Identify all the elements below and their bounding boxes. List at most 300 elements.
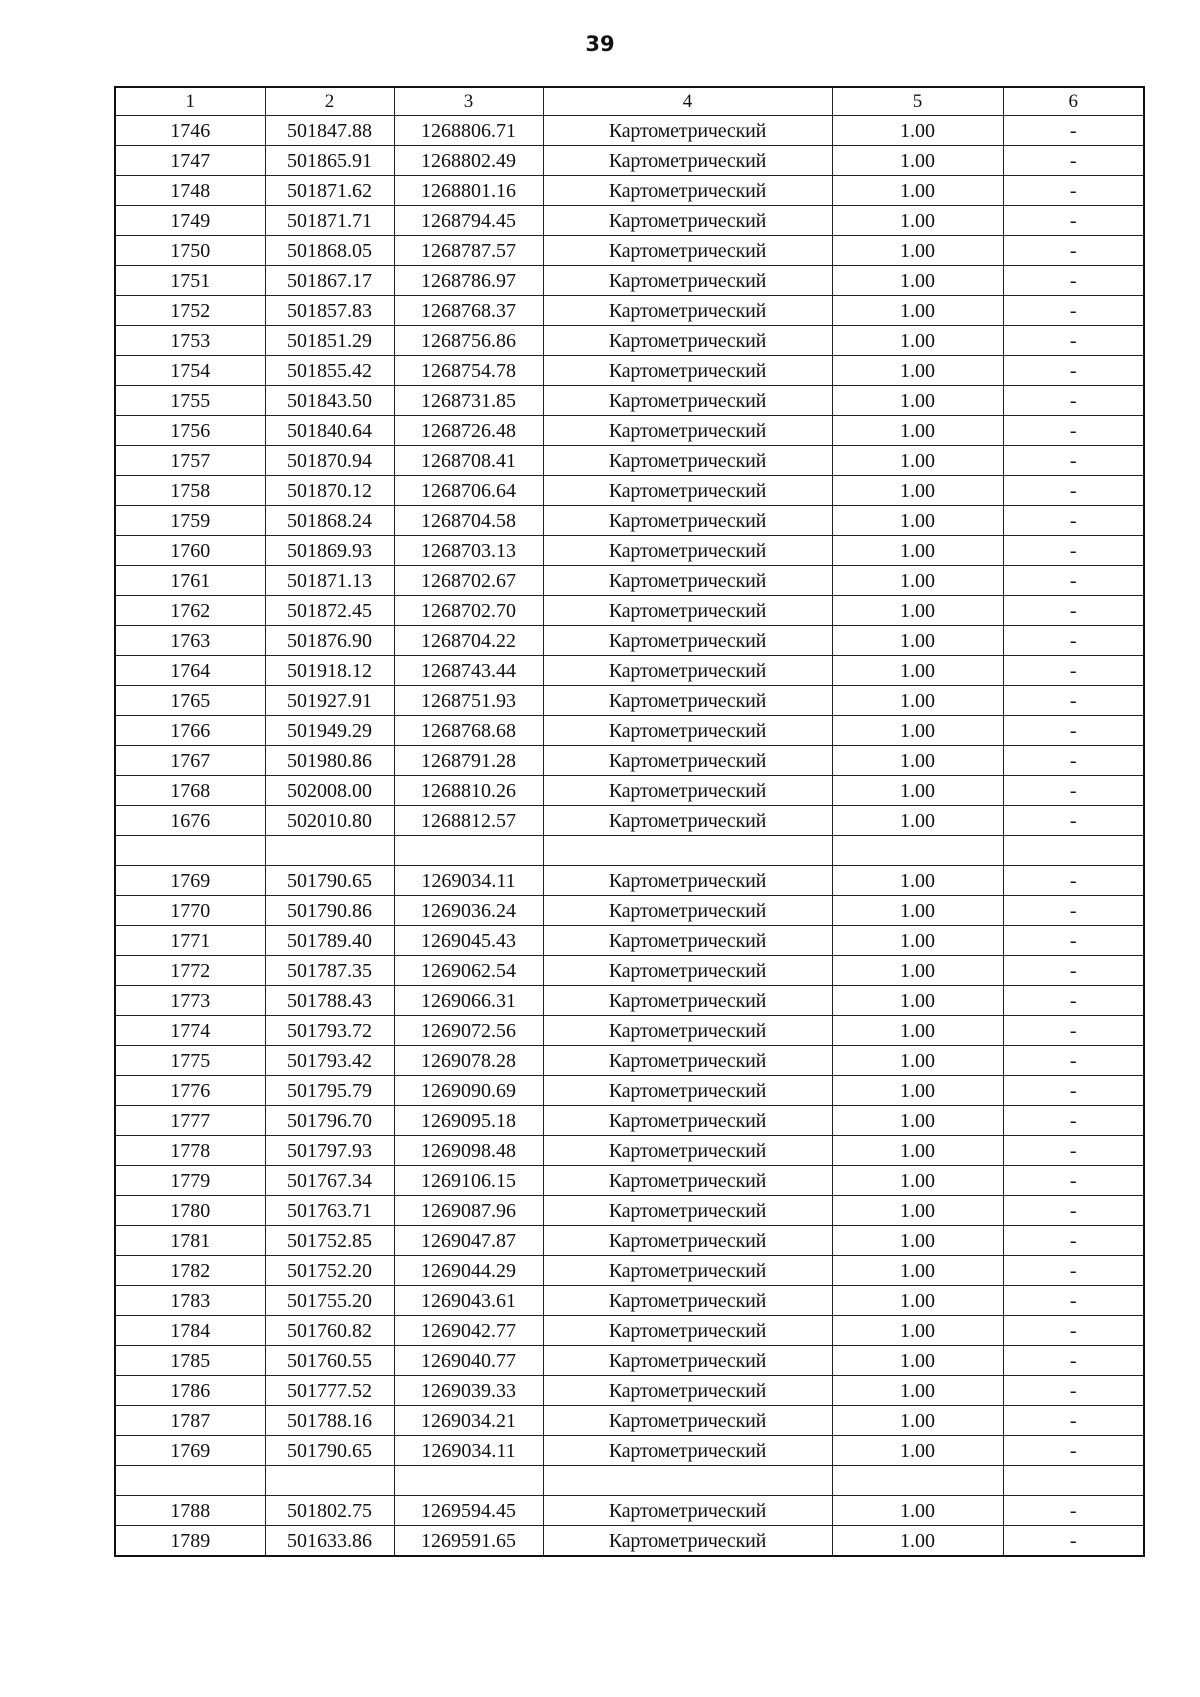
table-row	[115, 986, 1144, 1016]
table-row	[115, 656, 1144, 686]
table-row	[115, 896, 1144, 926]
description-cell	[1003, 836, 1144, 866]
x-coordinate-cell: 501793.72	[265, 1016, 394, 1046]
x-coordinate-cell: 501868.05	[265, 236, 394, 266]
table-row	[115, 686, 1144, 716]
x-coordinate-cell: 501795.79	[265, 1076, 394, 1106]
table-row	[115, 536, 1144, 566]
y-coordinate-cell: 1269098.48	[394, 1136, 543, 1166]
description-cell: -	[1003, 926, 1144, 956]
precision-cell: 1.00	[832, 236, 1003, 266]
description-cell: -	[1003, 566, 1144, 596]
method-cell: Картометрический	[543, 1016, 832, 1046]
method-cell: Картометрический	[543, 1046, 832, 1076]
point-number-cell: 1761	[115, 566, 265, 596]
precision-cell: 1.00	[832, 176, 1003, 206]
method-cell: Картометрический	[543, 1286, 832, 1316]
method-cell: Картометрический	[543, 356, 832, 386]
method-cell: Картометрический	[543, 386, 832, 416]
precision-cell: 1.00	[832, 926, 1003, 956]
method-cell: Картометрический	[543, 896, 832, 926]
precision-cell: 1.00	[832, 1526, 1003, 1557]
table-row	[115, 1436, 1144, 1466]
description-cell: -	[1003, 1076, 1144, 1106]
x-coordinate-cell: 501868.24	[265, 506, 394, 536]
point-number-cell: 1760	[115, 536, 265, 566]
column-header: 3	[394, 87, 543, 116]
precision-cell: 1.00	[832, 446, 1003, 476]
method-cell: Картометрический	[543, 206, 832, 236]
method-cell: Картометрический	[543, 116, 832, 146]
precision-cell: 1.00	[832, 326, 1003, 356]
y-coordinate-cell: 1269034.11	[394, 1436, 543, 1466]
x-coordinate-cell: 501857.83	[265, 296, 394, 326]
table-row	[115, 806, 1144, 836]
x-coordinate-cell: 501760.82	[265, 1316, 394, 1346]
table-row	[115, 596, 1144, 626]
precision-cell: 1.00	[832, 416, 1003, 446]
table-row	[115, 836, 1144, 866]
x-coordinate-cell: 501869.93	[265, 536, 394, 566]
description-cell: -	[1003, 1136, 1144, 1166]
method-cell: Картометрический	[543, 1376, 832, 1406]
precision-cell: 1.00	[832, 116, 1003, 146]
y-coordinate-cell: 1268751.93	[394, 686, 543, 716]
description-cell: -	[1003, 746, 1144, 776]
coordinates-table	[114, 86, 1145, 1557]
precision-cell: 1.00	[832, 746, 1003, 776]
x-coordinate-cell: 501872.45	[265, 596, 394, 626]
table-row	[115, 1016, 1144, 1046]
point-number-cell: 1772	[115, 956, 265, 986]
precision-cell: 1.00	[832, 776, 1003, 806]
x-coordinate-cell: 501855.42	[265, 356, 394, 386]
x-coordinate-cell: 501871.71	[265, 206, 394, 236]
description-cell: -	[1003, 326, 1144, 356]
y-coordinate-cell: 1269047.87	[394, 1226, 543, 1256]
table-row	[115, 266, 1144, 296]
y-coordinate-cell: 1269078.28	[394, 1046, 543, 1076]
x-coordinate-cell: 501870.12	[265, 476, 394, 506]
precision-cell: 1.00	[832, 806, 1003, 836]
precision-cell: 1.00	[832, 1376, 1003, 1406]
table-row	[115, 236, 1144, 266]
precision-cell: 1.00	[832, 146, 1003, 176]
y-coordinate-cell: 1269591.65	[394, 1526, 543, 1557]
precision-cell: 1.00	[832, 1136, 1003, 1166]
x-coordinate-cell: 501865.91	[265, 146, 394, 176]
precision-cell: 1.00	[832, 1196, 1003, 1226]
precision-cell: 1.00	[832, 596, 1003, 626]
x-coordinate-cell	[265, 836, 394, 866]
x-coordinate-cell: 501796.70	[265, 1106, 394, 1136]
y-coordinate-cell: 1268786.97	[394, 266, 543, 296]
x-coordinate-cell: 502010.80	[265, 806, 394, 836]
description-cell: -	[1003, 506, 1144, 536]
column-header: 5	[832, 87, 1003, 116]
x-coordinate-cell: 501843.50	[265, 386, 394, 416]
precision-cell: 1.00	[832, 1016, 1003, 1046]
table-row	[115, 626, 1144, 656]
description-cell: -	[1003, 806, 1144, 836]
table-row	[115, 146, 1144, 176]
y-coordinate-cell: 1268806.71	[394, 116, 543, 146]
point-number-cell: 1748	[115, 176, 265, 206]
x-coordinate-cell: 501789.40	[265, 926, 394, 956]
y-coordinate-cell: 1269034.21	[394, 1406, 543, 1436]
precision-cell: 1.00	[832, 686, 1003, 716]
method-cell: Картометрический	[543, 866, 832, 896]
y-coordinate-cell: 1268726.48	[394, 416, 543, 446]
y-coordinate-cell: 1268768.37	[394, 296, 543, 326]
x-coordinate-cell: 501876.90	[265, 626, 394, 656]
precision-cell: 1.00	[832, 656, 1003, 686]
method-cell: Картометрический	[543, 926, 832, 956]
method-cell: Картометрический	[543, 506, 832, 536]
description-cell: -	[1003, 626, 1144, 656]
point-number-cell: 1779	[115, 1166, 265, 1196]
point-number-cell: 1769	[115, 866, 265, 896]
method-cell: Картометрический	[543, 1226, 832, 1256]
table-row	[115, 1376, 1144, 1406]
y-coordinate-cell: 1268812.57	[394, 806, 543, 836]
table-row	[115, 1496, 1144, 1526]
column-header: 6	[1003, 87, 1144, 116]
y-coordinate-cell: 1268801.16	[394, 176, 543, 206]
table-row	[115, 446, 1144, 476]
y-coordinate-cell: 1268756.86	[394, 326, 543, 356]
description-cell: -	[1003, 416, 1144, 446]
method-cell: Картометрический	[543, 296, 832, 326]
method-cell: Картометрический	[543, 596, 832, 626]
description-cell: -	[1003, 896, 1144, 926]
precision-cell	[832, 1466, 1003, 1496]
y-coordinate-cell: 1269106.15	[394, 1166, 543, 1196]
method-cell: Картометрический	[543, 986, 832, 1016]
table-row	[115, 1466, 1144, 1496]
precision-cell: 1.00	[832, 536, 1003, 566]
point-number-cell: 1786	[115, 1376, 265, 1406]
description-cell: -	[1003, 1376, 1144, 1406]
y-coordinate-cell: 1268754.78	[394, 356, 543, 386]
x-coordinate-cell: 501788.43	[265, 986, 394, 1016]
point-number-cell: 1778	[115, 1136, 265, 1166]
precision-cell: 1.00	[832, 1256, 1003, 1286]
method-cell	[543, 1466, 832, 1496]
method-cell: Картометрический	[543, 1136, 832, 1166]
precision-cell	[832, 836, 1003, 866]
point-number-cell: 1782	[115, 1256, 265, 1286]
y-coordinate-cell: 1269036.24	[394, 896, 543, 926]
table-row	[115, 1406, 1144, 1436]
point-number-cell: 1770	[115, 896, 265, 926]
description-cell: -	[1003, 686, 1144, 716]
method-cell: Картометрический	[543, 566, 832, 596]
table-row	[115, 296, 1144, 326]
point-number-cell: 1783	[115, 1286, 265, 1316]
description-cell: -	[1003, 1316, 1144, 1346]
y-coordinate-cell: 1269039.33	[394, 1376, 543, 1406]
y-coordinate-cell: 1269087.96	[394, 1196, 543, 1226]
description-cell: -	[1003, 1286, 1144, 1316]
table-row	[115, 1076, 1144, 1106]
precision-cell: 1.00	[832, 1106, 1003, 1136]
point-number-cell: 1784	[115, 1316, 265, 1346]
point-number-cell: 1767	[115, 746, 265, 776]
x-coordinate-cell: 501871.62	[265, 176, 394, 206]
y-coordinate-cell	[394, 836, 543, 866]
method-cell: Картометрический	[543, 1496, 832, 1526]
y-coordinate-cell: 1268704.22	[394, 626, 543, 656]
method-cell: Картометрический	[543, 1406, 832, 1436]
y-coordinate-cell: 1268743.44	[394, 656, 543, 686]
description-cell: -	[1003, 776, 1144, 806]
column-header: 2	[265, 87, 394, 116]
y-coordinate-cell: 1268703.13	[394, 536, 543, 566]
point-number-cell: 1756	[115, 416, 265, 446]
point-number-cell: 1757	[115, 446, 265, 476]
precision-cell: 1.00	[832, 296, 1003, 326]
method-cell: Картометрический	[543, 236, 832, 266]
table-body	[115, 116, 1144, 1557]
x-coordinate-cell: 501918.12	[265, 656, 394, 686]
description-cell: -	[1003, 596, 1144, 626]
y-coordinate-cell: 1269044.29	[394, 1256, 543, 1286]
table-row	[115, 386, 1144, 416]
y-coordinate-cell: 1268702.70	[394, 596, 543, 626]
table-row	[115, 476, 1144, 506]
description-cell: -	[1003, 1496, 1144, 1526]
point-number-cell: 1753	[115, 326, 265, 356]
description-cell: -	[1003, 1406, 1144, 1436]
method-cell: Картометрический	[543, 176, 832, 206]
point-number-cell: 1787	[115, 1406, 265, 1436]
method-cell: Картометрический	[543, 656, 832, 686]
y-coordinate-cell: 1268768.68	[394, 716, 543, 746]
description-cell: -	[1003, 986, 1144, 1016]
table-row	[115, 1316, 1144, 1346]
method-cell: Картометрический	[543, 1436, 832, 1466]
table-row	[115, 1136, 1144, 1166]
table-row	[115, 1226, 1144, 1256]
point-number-cell: 1768	[115, 776, 265, 806]
x-coordinate-cell: 501777.52	[265, 1376, 394, 1406]
table-row	[115, 356, 1144, 386]
y-coordinate-cell: 1268802.49	[394, 146, 543, 176]
point-number-cell: 1771	[115, 926, 265, 956]
point-number-cell: 1676	[115, 806, 265, 836]
x-coordinate-cell: 501787.35	[265, 956, 394, 986]
point-number-cell: 1759	[115, 506, 265, 536]
y-coordinate-cell: 1269040.77	[394, 1346, 543, 1376]
x-coordinate-cell: 501790.65	[265, 866, 394, 896]
description-cell: -	[1003, 1526, 1144, 1557]
y-coordinate-cell: 1268787.57	[394, 236, 543, 266]
table-row	[115, 326, 1144, 356]
x-coordinate-cell: 501790.86	[265, 896, 394, 926]
point-number-cell: 1752	[115, 296, 265, 326]
y-coordinate-cell: 1269062.54	[394, 956, 543, 986]
table-row	[115, 926, 1144, 956]
x-coordinate-cell: 501760.55	[265, 1346, 394, 1376]
point-number-cell: 1751	[115, 266, 265, 296]
point-number-cell: 1747	[115, 146, 265, 176]
precision-cell: 1.00	[832, 1436, 1003, 1466]
method-cell: Картометрический	[543, 1166, 832, 1196]
y-coordinate-cell	[394, 1466, 543, 1496]
point-number-cell: 1763	[115, 626, 265, 656]
point-number-cell: 1781	[115, 1226, 265, 1256]
precision-cell: 1.00	[832, 626, 1003, 656]
x-coordinate-cell: 502008.00	[265, 776, 394, 806]
description-cell: -	[1003, 1016, 1144, 1046]
method-cell: Картометрический	[543, 446, 832, 476]
x-coordinate-cell: 501867.17	[265, 266, 394, 296]
point-number-cell: 1788	[115, 1496, 265, 1526]
y-coordinate-cell: 1269042.77	[394, 1316, 543, 1346]
y-coordinate-cell: 1268708.41	[394, 446, 543, 476]
y-coordinate-cell: 1269090.69	[394, 1076, 543, 1106]
point-number-cell: 1780	[115, 1196, 265, 1226]
precision-cell: 1.00	[832, 266, 1003, 296]
point-number-cell: 1755	[115, 386, 265, 416]
table-row	[115, 746, 1144, 776]
x-coordinate-cell: 501755.20	[265, 1286, 394, 1316]
point-number-cell: 1776	[115, 1076, 265, 1106]
description-cell: -	[1003, 1346, 1144, 1376]
table-row	[115, 776, 1144, 806]
method-cell: Картометрический	[543, 746, 832, 776]
precision-cell: 1.00	[832, 716, 1003, 746]
point-number-cell: 1754	[115, 356, 265, 386]
description-cell: -	[1003, 956, 1144, 986]
precision-cell: 1.00	[832, 1046, 1003, 1076]
method-cell: Картометрический	[543, 326, 832, 356]
table-row	[115, 956, 1144, 986]
description-cell: -	[1003, 146, 1144, 176]
precision-cell: 1.00	[832, 986, 1003, 1016]
method-cell: Картометрический	[543, 266, 832, 296]
y-coordinate-cell: 1269072.56	[394, 1016, 543, 1046]
x-coordinate-cell: 501793.42	[265, 1046, 394, 1076]
description-cell: -	[1003, 1166, 1144, 1196]
y-coordinate-cell: 1269095.18	[394, 1106, 543, 1136]
point-number-cell	[115, 836, 265, 866]
method-cell: Картометрический	[543, 1106, 832, 1136]
precision-cell: 1.00	[832, 1166, 1003, 1196]
precision-cell: 1.00	[832, 1496, 1003, 1526]
table-row	[115, 566, 1144, 596]
y-coordinate-cell: 1269066.31	[394, 986, 543, 1016]
y-coordinate-cell: 1268791.28	[394, 746, 543, 776]
x-coordinate-cell: 501847.88	[265, 116, 394, 146]
description-cell: -	[1003, 356, 1144, 386]
page-number: 39	[585, 32, 615, 56]
x-coordinate-cell: 501870.94	[265, 446, 394, 476]
x-coordinate-cell: 501752.85	[265, 1226, 394, 1256]
x-coordinate-cell: 501752.20	[265, 1256, 394, 1286]
description-cell: -	[1003, 386, 1144, 416]
y-coordinate-cell: 1269045.43	[394, 926, 543, 956]
method-cell: Картометрический	[543, 1076, 832, 1106]
description-cell: -	[1003, 176, 1144, 206]
description-cell: -	[1003, 1046, 1144, 1076]
precision-cell: 1.00	[832, 386, 1003, 416]
table-row	[115, 116, 1144, 146]
precision-cell: 1.00	[832, 1286, 1003, 1316]
description-cell: -	[1003, 446, 1144, 476]
table-row	[115, 206, 1144, 236]
precision-cell: 1.00	[832, 476, 1003, 506]
description-cell: -	[1003, 1436, 1144, 1466]
method-cell: Картометрический	[543, 1316, 832, 1346]
precision-cell: 1.00	[832, 896, 1003, 926]
description-cell: -	[1003, 266, 1144, 296]
description-cell: -	[1003, 536, 1144, 566]
x-coordinate-cell: 501949.29	[265, 716, 394, 746]
y-coordinate-cell: 1269034.11	[394, 866, 543, 896]
description-cell: -	[1003, 1106, 1144, 1136]
x-coordinate-cell: 501763.71	[265, 1196, 394, 1226]
method-cell: Картометрический	[543, 716, 832, 746]
point-number-cell: 1773	[115, 986, 265, 1016]
table-row	[115, 866, 1144, 896]
table-row	[115, 1526, 1144, 1557]
table-row	[115, 1106, 1144, 1136]
point-number-cell: 1777	[115, 1106, 265, 1136]
point-number-cell: 1785	[115, 1346, 265, 1376]
method-cell: Картометрический	[543, 1526, 832, 1557]
x-coordinate-cell	[265, 1466, 394, 1496]
table-row	[115, 1196, 1144, 1226]
table-header-row	[115, 87, 1144, 116]
x-coordinate-cell: 501980.86	[265, 746, 394, 776]
precision-cell: 1.00	[832, 206, 1003, 236]
precision-cell: 1.00	[832, 506, 1003, 536]
x-coordinate-cell: 501871.13	[265, 566, 394, 596]
table-row	[115, 1166, 1144, 1196]
point-number-cell: 1766	[115, 716, 265, 746]
description-cell: -	[1003, 116, 1144, 146]
description-cell	[1003, 1466, 1144, 1496]
point-number-cell: 1750	[115, 236, 265, 266]
precision-cell: 1.00	[832, 956, 1003, 986]
description-cell: -	[1003, 866, 1144, 896]
point-number-cell: 1746	[115, 116, 265, 146]
description-cell: -	[1003, 1256, 1144, 1286]
description-cell: -	[1003, 236, 1144, 266]
x-coordinate-cell: 501851.29	[265, 326, 394, 356]
table-row	[115, 506, 1144, 536]
y-coordinate-cell: 1268706.64	[394, 476, 543, 506]
table-row	[115, 416, 1144, 446]
point-number-cell: 1765	[115, 686, 265, 716]
description-cell: -	[1003, 1226, 1144, 1256]
x-coordinate-cell: 501840.64	[265, 416, 394, 446]
description-cell: -	[1003, 656, 1144, 686]
method-cell: Картометрический	[543, 776, 832, 806]
method-cell: Картометрический	[543, 1346, 832, 1376]
description-cell: -	[1003, 296, 1144, 326]
x-coordinate-cell: 501927.91	[265, 686, 394, 716]
method-cell: Картометрический	[543, 626, 832, 656]
description-cell: -	[1003, 716, 1144, 746]
precision-cell: 1.00	[832, 1316, 1003, 1346]
point-number-cell: 1774	[115, 1016, 265, 1046]
point-number-cell: 1769	[115, 1436, 265, 1466]
point-number-cell: 1789	[115, 1526, 265, 1557]
method-cell: Картометрический	[543, 956, 832, 986]
